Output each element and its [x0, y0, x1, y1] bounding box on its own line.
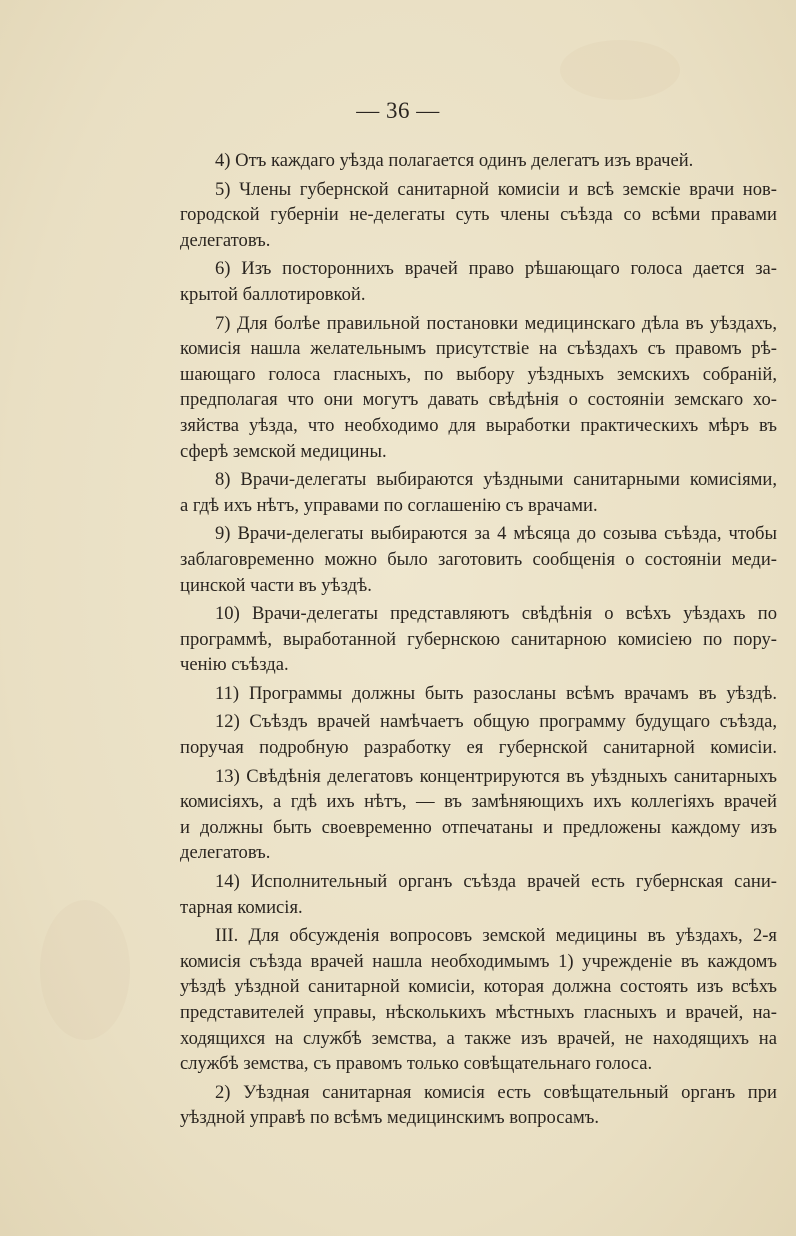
text-line: заблаговременно можно было заготовить сообщенія о состояніи меди-: [180, 548, 777, 570]
text-line: 13) Свѣдѣнія делегатовъ концентрируются въ уѣздныхъ санитарныхъ: [215, 765, 777, 787]
paragraph-9: [145, 521, 777, 598]
text-line: ченію съѣзда.: [180, 654, 289, 676]
text-line: 2) Уѣздная санитарная комисія есть совѣщательный органъ при: [215, 1081, 777, 1103]
text-line: поручая подробную разработку ея губернской санитарной комисіи.: [180, 737, 777, 759]
paragraph-6: [145, 256, 777, 307]
text-line: 14) Исполнительный органъ съѣзда врачей есть губернская сани-: [215, 871, 777, 893]
text-line: 4) Отъ каждаго уѣзда полагается одинъ делегатъ изъ врачей.: [215, 150, 694, 171]
text-line: уѣздной управѣ по всѣмъ медицинскимъ вопросамъ.: [180, 1107, 599, 1129]
text-line: и должны быть своевременно отпечатаны и предложены каждому изъ: [180, 816, 777, 838]
paragraph-iii-2: [145, 1080, 777, 1131]
text-line: 8) Врачи-делегаты выбираются уѣздными санитарными комисіями,: [215, 469, 777, 491]
text-line: делегатовъ.: [180, 229, 271, 251]
document-body: [145, 148, 777, 1134]
text-line: 9) Врачи-делегаты выбираются за 4 мѣсяца до созыва съѣзда, чтобы: [215, 523, 777, 545]
paragraph-7: [145, 311, 777, 465]
page-number: — 36 —: [356, 98, 440, 123]
text-line: ходящихся на службѣ земства, а также изъ врачей, не находящихъ на: [180, 1027, 777, 1049]
section-iii: [145, 923, 777, 1077]
text-line: комисія нашла желательнымъ присутствіе на съѣздахъ съ правомъ рѣ-: [180, 338, 777, 360]
text-line: 7) Для болѣе правильной постановки медицинскаго дѣла въ уѣздахъ,: [215, 312, 777, 334]
text-line: сферѣ земской медицины.: [180, 440, 387, 462]
text-line: 10) Врачи-делегаты представляютъ свѣдѣнія о всѣхъ уѣздахъ по: [215, 603, 777, 625]
paragraph-13: [145, 764, 777, 866]
text-line: программѣ, выработанной губернскою санитарною комисіею по пору-: [180, 628, 777, 650]
paragraph-11: [145, 681, 777, 707]
paragraph-14: [145, 869, 777, 920]
text-line: уѣздѣ уѣздной санитарной комисіи, которая должна состоять изъ всѣхъ: [180, 976, 777, 998]
text-line: комисіяхъ, а гдѣ ихъ нѣтъ, — въ замѣняющихъ ихъ коллегіяхъ врачей: [180, 791, 777, 813]
text-line: шающаго голоса гласныхъ, по выбору уѣздныхъ земскихъ собраній,: [180, 363, 777, 385]
text-line: комисія съѣзда врачей нашла необходимымъ 1) учрежденіе въ каждомъ: [180, 950, 777, 972]
text-line: тарная комисія.: [180, 896, 303, 918]
text-line: крытой баллотировкой.: [180, 283, 366, 305]
paragraph-4: [145, 148, 777, 174]
text-line: 5) Члены губернской санитарной комисіи и всѣ земскіе врачи нов-: [215, 178, 777, 200]
text-line: делегатовъ.: [180, 842, 271, 864]
paper-stain: [40, 900, 130, 1040]
paragraph-8: [145, 467, 777, 518]
text-line: зяйства уѣзда, что необходимо для выработки практическихъ мѣръ въ: [180, 414, 777, 436]
text-line: цинской части въ уѣздѣ.: [180, 574, 372, 596]
text-line: городской губерніи не-делегаты суть члены съѣзда со всѣми правами: [180, 204, 777, 226]
paragraph-5: [145, 177, 777, 254]
text-line: а гдѣ ихъ нѣтъ, управами по соглашенію съ врачами.: [180, 494, 598, 516]
paragraph-12: [145, 709, 777, 760]
text-line: 12) Съѣздъ врачей намѣчаетъ общую программу будущаго съѣзда,: [215, 711, 777, 733]
text-line: 6) Изъ постороннихъ врачей право рѣшающаго голоса дается за-: [215, 258, 777, 280]
text-line: 11) Программы должны быть разосланы всѣмъ врачамъ въ уѣздѣ.: [215, 682, 777, 704]
paper-stain: [560, 40, 680, 100]
text-line: III. Для обсужденія вопросовъ земской медицины въ уѣздахъ, 2-я: [215, 925, 777, 947]
paragraph-10: [145, 601, 777, 678]
text-line: службѣ земства, съ правомъ только совѣщательнаго голоса.: [180, 1053, 653, 1075]
text-line: предполагая что они могутъ давать свѣдѣнія о состояніи земскаго хо-: [180, 389, 777, 411]
text-line: представителей управы, нѣсколькихъ мѣстныхъ гласныхъ и врачей, на-: [180, 1002, 777, 1023]
